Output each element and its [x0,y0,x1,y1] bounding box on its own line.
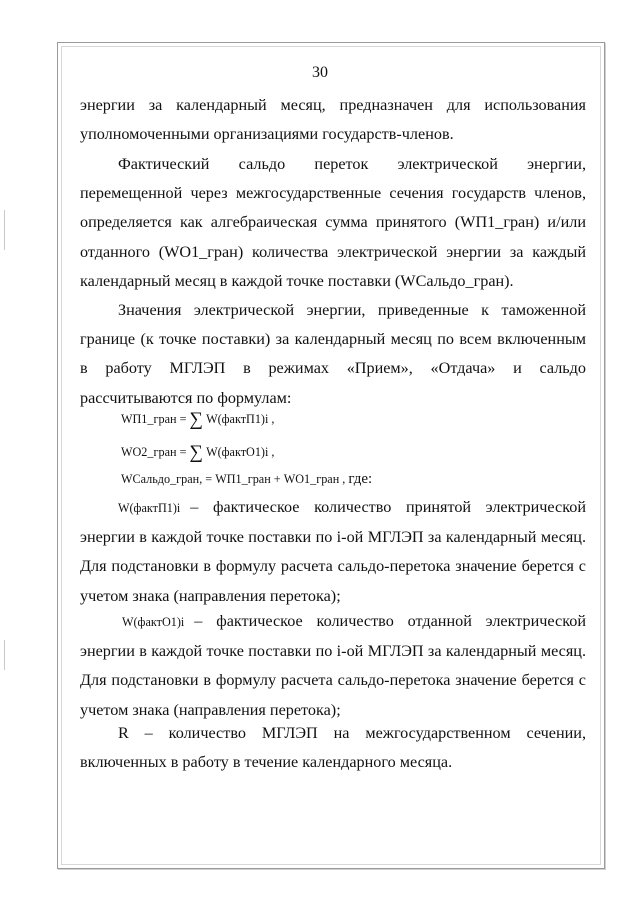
text-line: Для подстановки в формулу расчета сальдо-перетока значение берется с [80,557,586,576]
text-line: включенных в работу в течение календарного месяца. [80,753,453,772]
formula-rhs: W(фактO1)i , [206,445,275,459]
scan-edge-mark [4,640,5,670]
text-line: в работу МГЛЭП в режимах «Прием», «Отдача» и сальдо [80,359,586,378]
text-line: учетом знака (направления перетока); [80,586,341,605]
text-line: Фактический сальдо переток электрической энергии, [118,155,586,173]
paragraph-continuation [80,91,586,149]
text-line: рассчитываются по формулам: [80,388,292,407]
text-line: календарный месяц в каждой точке поставки (WСальдо_гран). [80,271,514,290]
definition-sent [80,607,586,725]
text-line: энергии в каждой точке поставки по i-ой МГЛЭП за календарный месяц. [80,642,586,661]
definition-symbol: W(фактO1)i [122,615,185,629]
text-line [80,607,586,637]
text-line [80,493,586,523]
text-line: учетом знака (направления перетока); [80,700,341,719]
text-line: определяется как алгебраическая сумма принятого (WП1_гран) и/или [80,213,586,232]
paragraph-formulas-intro [80,296,586,413]
formula-saldo [121,471,372,488]
definition-text: – фактическое количество отданной электрической [194,612,586,630]
definition-received [80,493,586,611]
text-line: границе (к точке поставки) за календарный месяц по всем включенным [80,330,586,349]
scan-edge-mark [4,210,5,250]
text-line: перемещенной через межгосударственные сечения государств членов, [80,184,586,203]
formula-received [121,407,274,429]
formula-lhs: WП1_гран = [121,412,187,426]
text-line: Значения электрической энергии, приведенные к таможенной [118,301,586,319]
text-line: уполномоченными организациями государств-членов. [80,125,454,144]
formula-expression: WСальдо_гран, = WП1_гран + WO1_гран , [121,472,346,486]
sum-symbol: ∑ [189,409,204,430]
formula-tail: где: [348,471,373,487]
formula-sent [121,440,274,462]
definition-text: – фактическое количество принятой электрической [190,498,586,516]
text-line: энергии в каждой точке поставки по i-ой МГЛЭП за календарный месяц. [80,528,586,547]
definition-count [80,719,586,777]
text-line: отданного (WO1_гран) количества электрической энергии за каждый [80,242,586,261]
definition-symbol: W(фактП1)i [118,501,181,515]
page-number: 30 [312,64,328,81]
formula-rhs: W(фактП1)i , [206,412,275,426]
text-line: R – количество МГЛЭП на межгосударственном сечении, [118,724,586,742]
sum-symbol: ∑ [189,442,204,463]
paragraph-saldo-definition [80,150,586,296]
text-line: энергии за календарный месяц, предназначен для использования [80,96,586,114]
text-line: Для подстановки в формулу расчета сальдо-перетока значение берется с [80,671,586,690]
formula-lhs: WO2_гран = [121,445,187,459]
